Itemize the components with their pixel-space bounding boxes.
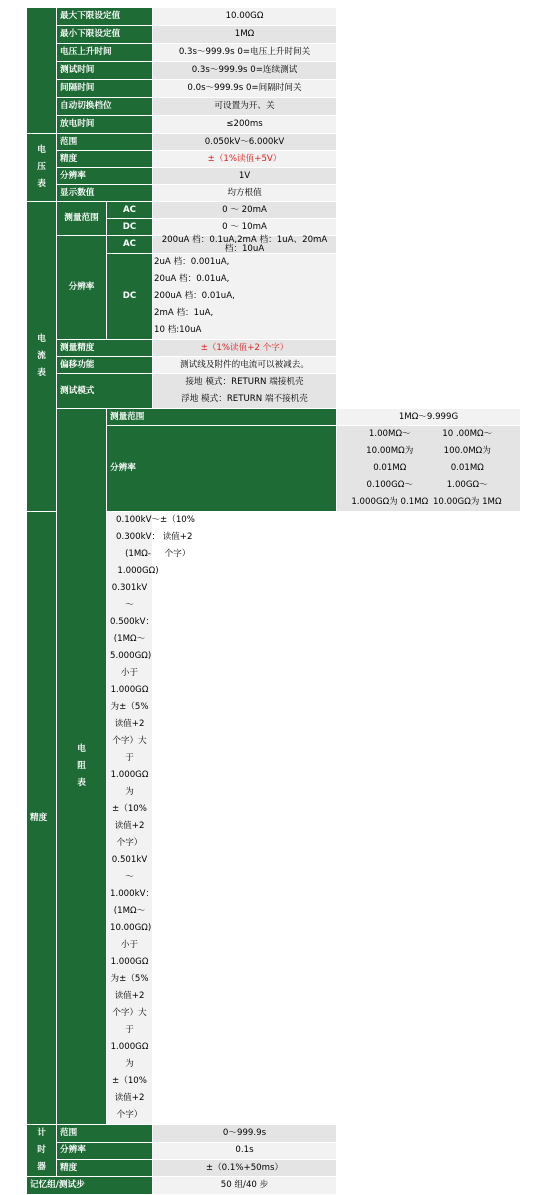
group-cell-general xyxy=(27,8,57,134)
spec-value: ±（0.1%+50ms） xyxy=(153,1159,337,1176)
spec-value: 0.1s xyxy=(153,1142,337,1159)
spec-label: 精度 xyxy=(27,512,107,1125)
spec-value: 0～999.9s xyxy=(153,1125,337,1142)
spec-label: 范围 xyxy=(57,1125,153,1142)
spec-row xyxy=(27,202,521,219)
spec-value: 0 ～ 10mA xyxy=(153,219,337,236)
spec-row xyxy=(27,512,521,1125)
spec-row xyxy=(27,62,521,80)
spec-label: 测试时间 xyxy=(57,62,153,80)
spec-label: 分辨率 xyxy=(57,168,153,185)
spec-row xyxy=(27,1142,521,1159)
spec-row xyxy=(27,26,521,44)
spec-label: 电压上升时间 xyxy=(57,44,153,62)
group-label-timer: 计 时 器 xyxy=(27,1125,57,1177)
spec-value: 50 组/40 步 xyxy=(153,1177,337,1195)
value-line: 0.100kV～0.300kV：(1MΩ- 1.000GΩ) ±（10%读值+2 个字） xyxy=(116,515,195,577)
spec-value-block xyxy=(153,374,337,409)
value-line: 10 档:10uA xyxy=(154,325,202,336)
value-line: 20uA 档：0.01uA, xyxy=(154,274,230,285)
spec-row xyxy=(27,374,521,409)
spec-value: 可设置为开、关 xyxy=(153,98,337,116)
spec-row xyxy=(27,8,521,26)
spec-row xyxy=(27,116,521,134)
value-line: 200uA 档：0.01uA, xyxy=(154,291,235,302)
spec-value: 200uA 档：0.1uA,2mA 档：1uA、20mA 档：10uA xyxy=(153,236,337,254)
spec-label: 最大下限设定值 xyxy=(57,8,153,26)
spec-value: 0.3s～999.9s 0=连续测试 xyxy=(153,62,337,80)
sub-label-ac: AC xyxy=(107,202,153,219)
spec-value: ±（1%读值+2 个字） xyxy=(153,340,337,357)
spec-row xyxy=(27,151,521,168)
spec-row xyxy=(27,168,521,185)
spec-row xyxy=(27,340,521,357)
value-line: 2uA 档：0.001uA, xyxy=(154,257,230,268)
spec-label: 测量范围 xyxy=(107,409,337,426)
value-line: 1.00MΩ～10.00MΩ为 0.01MΩ 10 .00MΩ～100.0MΩ为 0.01MΩ xyxy=(366,429,493,474)
spec-label: 偏移功能 xyxy=(57,357,153,374)
spec-row xyxy=(27,134,521,151)
spec-row xyxy=(27,80,521,98)
sub-label-dc: DC xyxy=(107,254,153,340)
spec-label: 间隔时间 xyxy=(57,80,153,98)
spec-value: 均方根值 xyxy=(153,185,337,202)
spec-row xyxy=(27,1177,521,1195)
spec-label: 精度 xyxy=(57,1159,153,1176)
value-line: 1.000GΩ为±（10%读值+2 个字） xyxy=(110,770,149,849)
value-line: 0.301kV～0.500kV：(1MΩ～5.000GΩ)小于 1.000GΩ为±（5%读值+2 个字）大于 xyxy=(110,583,155,764)
spec-row xyxy=(27,44,521,62)
spec-value: ≤200ms xyxy=(153,116,337,134)
spec-row xyxy=(27,409,521,426)
spec-label: 记忆组/测试步 xyxy=(27,1177,153,1195)
spec-value: 0.050kV～6.000kV xyxy=(153,134,337,151)
spec-row xyxy=(27,236,521,254)
spec-value: 0.3s～999.9s 0=电压上升时间关 xyxy=(153,44,337,62)
spec-label: 显示数值 xyxy=(57,185,153,202)
spec-value: 0 ～ 20mA xyxy=(153,202,337,219)
group-label-voltage: 电 压 表 xyxy=(27,134,57,202)
spec-value: 1MΩ xyxy=(153,26,337,44)
spec-value: 测试线及附件的电流可以被减去。 xyxy=(153,357,337,374)
spec-label: 测试模式 xyxy=(57,374,153,409)
spec-row xyxy=(27,98,521,116)
value-line: 1.000GΩ为±（10%读值+2 个字） xyxy=(110,1042,149,1121)
group-label-current: 电 流 表 xyxy=(27,202,57,512)
spec-value: 1V xyxy=(153,168,337,185)
spec-value-block xyxy=(153,254,337,340)
spec-label: 分辨率 xyxy=(107,426,337,512)
spec-label: 自动切换档位 xyxy=(57,98,153,116)
value-line: 2mA 档：1uA, xyxy=(154,308,214,319)
spec-label: 最小下限设定值 xyxy=(57,26,153,44)
value-line: 0.501kV～1.000kV：(1MΩ～10.00GΩ)小于 1.000GΩ为±（5%读值+2 个字）大于 xyxy=(110,855,155,1036)
spec-value-block xyxy=(337,426,521,512)
spec-row xyxy=(27,185,521,202)
spec-value: ±（1%读值+5V） xyxy=(153,151,337,168)
spec-label: 测量精度 xyxy=(57,340,153,357)
sub-label-ac: AC xyxy=(107,236,153,254)
group-label-resistance: 电 阻 表 xyxy=(57,409,107,1125)
spec-value-block xyxy=(107,512,195,1125)
spec-label: 分辨率 xyxy=(57,236,107,340)
spec-label: 范围 xyxy=(57,134,153,151)
spec-label: 放电时间 xyxy=(57,116,153,134)
value-line: 0.100GΩ～1.000GΩ为 0.1MΩ 1.00GΩ～10.00GΩ为 1MΩ xyxy=(351,480,502,508)
sub-label-dc: DC xyxy=(107,219,153,236)
spec-row xyxy=(27,357,521,374)
spec-row xyxy=(27,1159,521,1176)
spec-label: 精度 xyxy=(57,151,153,168)
value-line: 浮地 模式：RETURN 端不接机壳 xyxy=(181,394,308,405)
value-line: 接地 模式：RETURN 端接机壳 xyxy=(185,377,304,388)
spec-value: 10.00GΩ xyxy=(153,8,337,26)
spec-table xyxy=(26,7,521,1195)
spec-label: 测量范围 xyxy=(57,202,107,236)
spec-label: 分辨率 xyxy=(57,1142,153,1159)
spec-row xyxy=(27,1125,521,1142)
spec-value: 0.0s～999.9s 0=间隔时间关 xyxy=(153,80,337,98)
spec-value: 1MΩ～9.999G xyxy=(337,409,521,426)
